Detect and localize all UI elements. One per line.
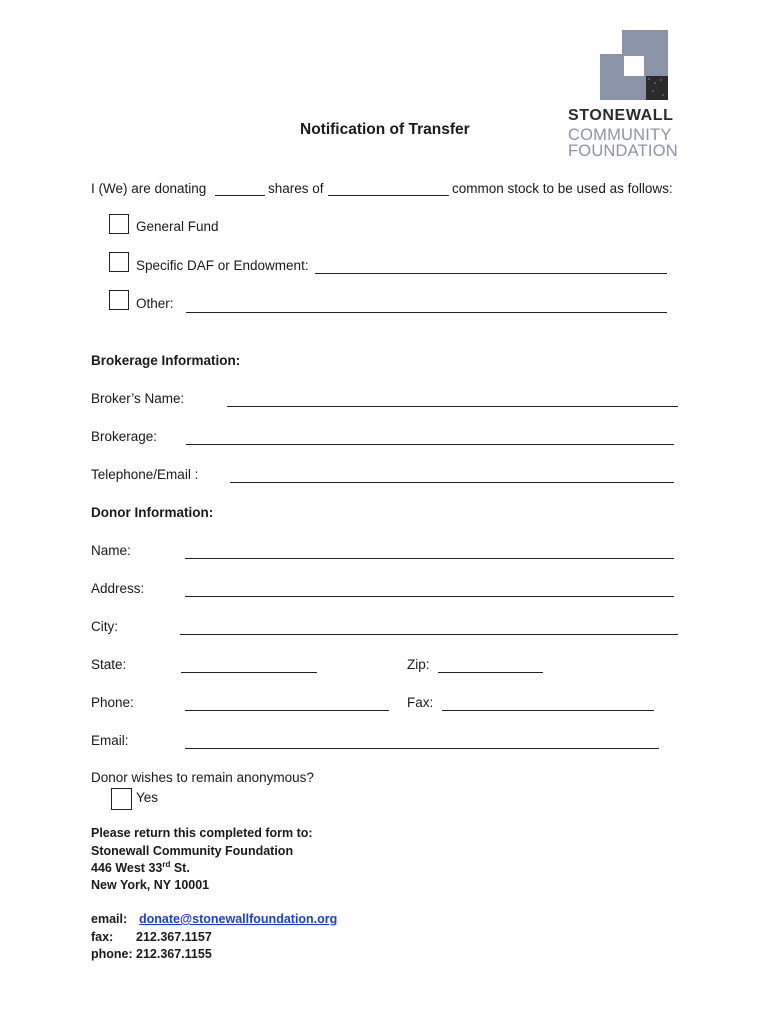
donor-address-label: Address: [91, 581, 145, 596]
return-street-number: 446 West 33 [91, 861, 163, 875]
return-city: New York, NY 10001 [91, 878, 210, 892]
donor-zip-field[interactable] [438, 672, 543, 673]
return-email-label: email: [91, 912, 128, 926]
donor-email-label: Email: [91, 733, 129, 748]
brokerage-field[interactable] [186, 444, 674, 445]
foundation-logo [568, 30, 703, 162]
return-street-ordinal: rd [162, 859, 171, 869]
donor-heading: Donor Information: [91, 505, 214, 520]
logo-name-community: COMMUNITY [568, 126, 672, 144]
general-fund-checkbox[interactable] [109, 214, 129, 234]
logo-mark-icon [568, 30, 703, 110]
donor-state-label: State: [91, 657, 127, 672]
donor-address-field[interactable] [185, 596, 674, 597]
return-org: Stonewall Community Foundation [91, 844, 294, 858]
telephone-email-field[interactable] [230, 482, 674, 483]
return-heading: Please return this completed form to: [91, 826, 313, 840]
donor-zip-label: Zip: [407, 657, 430, 672]
donor-name-field[interactable] [185, 558, 674, 559]
donor-phone-label: Phone: [91, 695, 134, 710]
brokerage-label: Brokerage: [91, 429, 158, 444]
return-street [91, 860, 190, 878]
other-label: Other: [136, 296, 174, 311]
page-title: Notification of Transfer [300, 121, 470, 138]
specific-daf-checkbox[interactable] [109, 252, 129, 272]
other-field[interactable] [186, 312, 667, 313]
specific-daf-field[interactable] [315, 273, 667, 274]
anonymous-yes-label: Yes [136, 790, 159, 805]
specific-daf-label: Specific DAF or Endowment: [136, 258, 309, 273]
broker-name-label: Broker’s Name: [91, 391, 185, 406]
telephone-email-label: Telephone/Email : [91, 467, 199, 482]
logo-name-foundation: FOUNDATION [568, 142, 678, 160]
brokerage-heading: Brokerage Information: [91, 353, 241, 368]
logo-name-stonewall: STONEWALL [568, 107, 674, 124]
return-email-link[interactable]: donate@stonewallfoundation.org [139, 912, 338, 926]
shares-count-field[interactable] [215, 195, 265, 196]
intro-common-stock-label: common stock to be used as follows: [452, 181, 673, 196]
intro-shares-label: shares of [268, 181, 324, 196]
donor-email-field[interactable] [185, 748, 659, 749]
anonymous-yes-checkbox[interactable] [111, 788, 132, 810]
other-checkbox[interactable] [109, 290, 129, 310]
donor-city-field[interactable] [180, 634, 678, 635]
intro-donating-label: I (We) are donating [91, 181, 207, 196]
return-fax-label: fax: [91, 930, 114, 944]
broker-name-field[interactable] [227, 406, 678, 407]
donor-city-label: City: [91, 619, 118, 634]
return-phone-value: 212.367.1155 [136, 947, 212, 961]
general-fund-label: General Fund [136, 219, 219, 234]
donor-fax-label: Fax: [407, 695, 434, 710]
donor-phone-field[interactable] [185, 710, 389, 711]
return-fax-value: 212.367.1157 [136, 930, 212, 944]
anonymous-question: Donor wishes to remain anonymous? [91, 770, 314, 785]
return-street-suffix: St. [170, 861, 190, 875]
return-phone-label: phone: [91, 947, 133, 961]
donor-name-label: Name: [91, 543, 131, 558]
donor-state-field[interactable] [181, 672, 317, 673]
donor-fax-field[interactable] [442, 710, 654, 711]
stock-name-field[interactable] [328, 195, 449, 196]
